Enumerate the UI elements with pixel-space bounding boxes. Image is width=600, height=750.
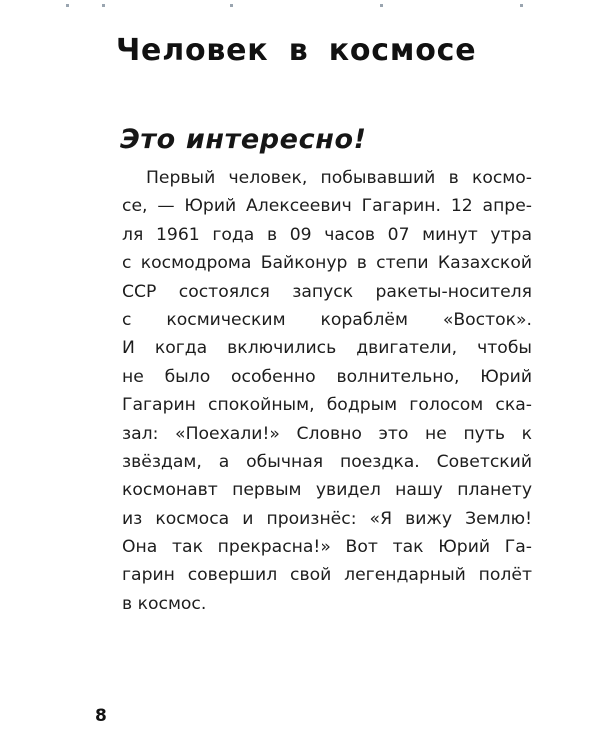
paragraph-line: гарин совершил свой легендарный полёт — [122, 565, 532, 586]
paragraph-line: И когда включились двигатели, чтобы — [122, 338, 532, 359]
paragraph-line: Первый человек, побывавший в космо- — [146, 168, 532, 188]
paragraph-line: ССР состоялся запуск ракеты-носителя — [122, 281, 532, 302]
paragraph-line: звёздам, а обычная поездка. Советский — [122, 451, 532, 472]
paragraph-line: Гагарин спокойным, бодрым голосом ска- — [122, 395, 532, 416]
paragraph-line: Она так прекрасна!» Вот так Юрий Га- — [122, 537, 532, 558]
top-edge-marks — [0, 4, 600, 7]
paragraph-line: из космоса и произнёс: «Я вижу Землю! — [122, 508, 532, 529]
paragraph-line: космонавт первым увидел нашу планету — [122, 480, 532, 501]
paragraph-line: ля 1961 года в 09 часов 07 минут утра — [122, 224, 532, 245]
chapter-title: Человек в космосе — [116, 33, 477, 68]
paragraph-line: не было особенно волнительно, Юрий — [122, 366, 532, 387]
paragraph-line: с космодрома Байконур в степи Казахской — [122, 253, 532, 274]
page-number: 8 — [95, 706, 107, 726]
body-paragraph — [122, 164, 532, 618]
paragraph-line: с космическим кораблём «Восток». — [122, 309, 532, 330]
paragraph-line: се, — Юрий Алексеевич Гагарин. 12 апре- — [122, 196, 532, 217]
paragraph-line: зал: «Поехали!» Словно это не путь к — [122, 423, 532, 444]
section-heading: Это интересно! — [120, 124, 367, 155]
paragraph-line: в космос. — [122, 593, 207, 614]
